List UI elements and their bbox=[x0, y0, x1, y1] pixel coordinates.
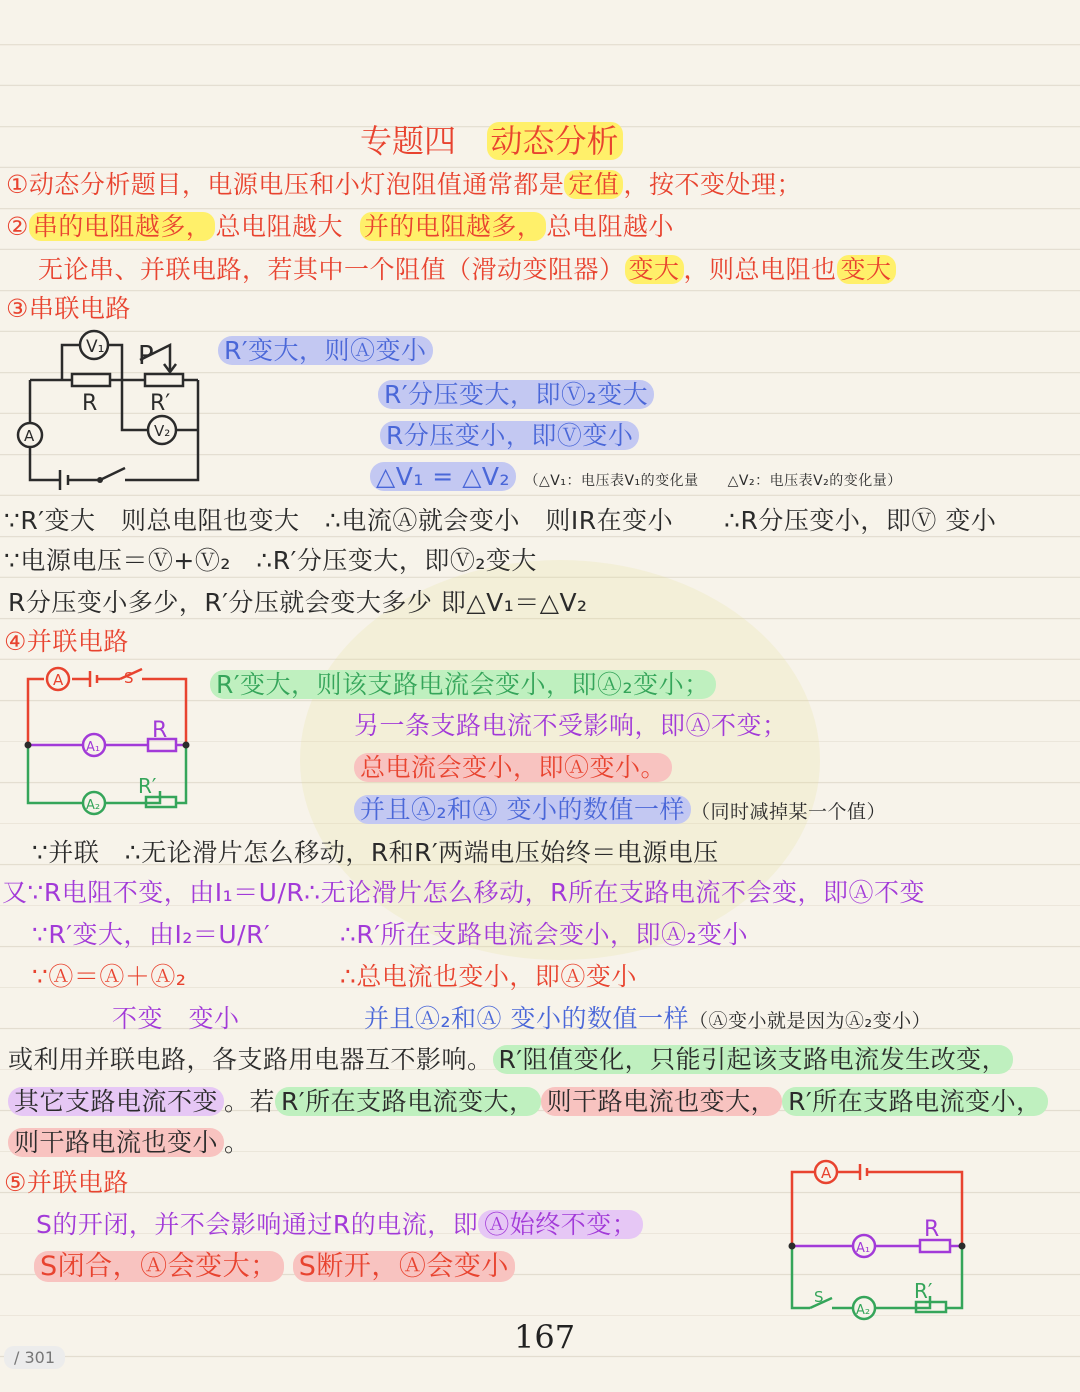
series-a2-text: R′分压变大，即Ⓥ₂变大 bbox=[378, 380, 654, 409]
parallel1-extra-3a: ∵Ⓐ＝Ⓐ＋Ⓐ₂ bbox=[32, 962, 187, 991]
parallel1-extra-2a: ∵R′变大，由I₂＝U/R′ bbox=[32, 920, 271, 949]
summary1-highlight: R′阻值变化，只能引起该支路电流发生改变， bbox=[493, 1045, 1014, 1074]
diagram2-label-rp: R′ bbox=[914, 1279, 933, 1303]
diagram1-label-r: R bbox=[152, 718, 168, 743]
summary2-highlight-2: R′所在支路电流变大， bbox=[275, 1087, 541, 1116]
rule2-mid: 总电阻越大 bbox=[215, 212, 343, 241]
parallel1-summary-3 bbox=[8, 1126, 250, 1160]
page-counter[interactable]: / 301 bbox=[4, 1346, 65, 1369]
parallel1-extra-4a: 不变 变小 bbox=[112, 1004, 240, 1033]
parallel-circuit-diagram-1 bbox=[0, 665, 200, 815]
parallel2-r1-text: S闭合，Ⓐ会变大； bbox=[34, 1251, 284, 1282]
title-main: 动态分析 bbox=[487, 122, 623, 160]
diagram1-label-s: S bbox=[124, 669, 134, 687]
parallel1-extra-2b: ∴R′所在支路电流会变小，即Ⓐ₂变小 bbox=[340, 920, 748, 949]
parallel2-r2-text: S断开，Ⓐ会变小 bbox=[293, 1251, 515, 1282]
diagram2-label-r: R bbox=[924, 1217, 940, 1242]
parallel1-x4-note: （Ⓐ变小就是因为Ⓐ₂变小） bbox=[688, 1010, 932, 1032]
series-analysis-3 bbox=[380, 419, 639, 453]
parallel1-b1-text: 并且Ⓐ₂和Ⓐ 变小的数值一样 bbox=[354, 795, 691, 824]
parallel1-summary-2 bbox=[8, 1085, 1048, 1119]
parallel1-purple-1 bbox=[354, 709, 788, 743]
parallel1-g1-text: R′变大，则该支路电流会变小，即Ⓐ₂变小； bbox=[210, 670, 716, 699]
rule3-highlight-2: 变大 bbox=[837, 255, 896, 284]
series-analysis-4 bbox=[370, 460, 902, 498]
section-heading-parallel-1: ④并联电路 bbox=[4, 627, 129, 656]
series-a4-note: （△V₁：电压表V₁的变化量 △V₂：电压表V₂的变化量） bbox=[524, 473, 902, 489]
rule3-highlight-1: 变大 bbox=[625, 255, 684, 284]
series-reason-3: R分压变小多少，R′分压就会变大多少 即△V₁＝△V₂ bbox=[8, 588, 588, 617]
series-reason-1: ∵R′变大 则总电阻也变大 ∴电流Ⓐ就会变小 则IR在变小 ∴R分压变小，即Ⓥ 变小 bbox=[4, 506, 997, 535]
diagram-label-r: R bbox=[82, 391, 98, 416]
series-reason-2: ∵电源电压＝Ⓥ+Ⓥ₂ ∴R′分压变大，即Ⓥ₂变大 bbox=[4, 546, 537, 575]
summary2-mid: 。若 bbox=[224, 1087, 276, 1116]
diagram1-label-a2: A₂ bbox=[86, 798, 101, 813]
parallel1-derive-1: ∵并联 ∴无论滑片怎么移动，R和R′两端电压始终＝电源电压 bbox=[32, 838, 719, 867]
page-title bbox=[360, 120, 623, 162]
parallel-circuit-diagram-2 bbox=[780, 1160, 980, 1320]
diagram2-label-a2: A₂ bbox=[856, 1303, 871, 1318]
diagram1-label-a: A bbox=[53, 671, 64, 689]
parallel1-x4b-text: 并且Ⓐ₂和Ⓐ 变小的数值一样 bbox=[364, 1004, 689, 1033]
series-analysis-1 bbox=[218, 334, 433, 368]
rule1-highlight: 定值 bbox=[564, 170, 623, 199]
diagram2-label-s: S bbox=[814, 1288, 824, 1306]
parallel2-p1-highlight: Ⓐ始终不变； bbox=[478, 1210, 643, 1239]
section-heading-series: ③串联电路 bbox=[6, 294, 131, 323]
summary2-highlight-4: R′所在支路电流变小， bbox=[782, 1087, 1048, 1116]
parallel1-extra-1: 又∵R电阻不变，由I₁＝U/R∴无论滑片怎么移动，R所在支路电流不会变，即Ⓐ不变 bbox=[2, 878, 926, 907]
summary2-highlight-3: 则干路电流也变大， bbox=[541, 1087, 783, 1116]
series-a4-text: △V₁ = △V₂ bbox=[370, 462, 516, 491]
page-number: 167 bbox=[514, 1318, 576, 1356]
diagram-label-v1: V₁ bbox=[86, 337, 105, 357]
parallel2-text-1 bbox=[36, 1208, 643, 1242]
rule3-text: 无论串、并联电路，若其中一个阻值（滑动变阻器） bbox=[38, 255, 625, 284]
summary2-highlight-1: 其它支路电流不变 bbox=[8, 1087, 224, 1116]
diagram2-label-a1: A₁ bbox=[856, 1241, 871, 1256]
parallel1-r1-text: 总电流会变小，即Ⓐ变小。 bbox=[354, 753, 672, 782]
parallel1-blue-1 bbox=[354, 793, 886, 829]
diagram-label-a: A bbox=[24, 427, 35, 445]
rule3-mid: ，则总电阻也 bbox=[683, 255, 837, 284]
parallel1-extra-3b: ∴总电流也变小，即Ⓐ变小 bbox=[340, 962, 637, 991]
rule2-highlight-2: 并的电阻越多， bbox=[360, 212, 547, 241]
diagram2-label-a: A bbox=[821, 1164, 832, 1182]
rule-line-2 bbox=[6, 210, 674, 244]
parallel1-summary-1 bbox=[8, 1043, 1013, 1077]
series-a3-text: R分压变小，即Ⓥ变小 bbox=[380, 421, 639, 450]
parallel2-p1-text: S的开闭，并不会影响通过R的电流，即 bbox=[36, 1210, 479, 1239]
summary3-highlight: 则干路电流也变小 bbox=[8, 1128, 224, 1157]
parallel1-red-1 bbox=[354, 751, 672, 785]
diagram1-label-a1: A₁ bbox=[86, 740, 101, 755]
parallel1-green-1 bbox=[210, 668, 716, 702]
rule1-end: ，按不变处理； bbox=[623, 170, 802, 199]
series-circuit-diagram bbox=[0, 330, 220, 500]
rule2-end: 总电阻越小 bbox=[546, 212, 674, 241]
rule-line-3 bbox=[38, 253, 896, 287]
rule-line-1 bbox=[6, 168, 802, 202]
parallel1-b1-note: （同时减掉某一个值） bbox=[690, 801, 886, 823]
rule2-highlight-1: 串的电阻越多， bbox=[29, 212, 216, 241]
series-a1-text: R′变大，则Ⓐ变小 bbox=[218, 336, 433, 365]
summary3-end: 。 bbox=[224, 1128, 250, 1157]
title-prefix: 专题四 bbox=[360, 122, 457, 160]
parallel2-text-2 bbox=[34, 1250, 515, 1284]
diagram-label-rp: R′ bbox=[150, 391, 171, 416]
summary1-text: 或利用并联电路，各支路用电器互不影响。 bbox=[8, 1045, 493, 1074]
parallel1-p1-text: 另一条支路电流不受影响，即Ⓐ不变； bbox=[354, 711, 788, 740]
section-heading-parallel-2: ⑤并联电路 bbox=[4, 1168, 129, 1197]
series-analysis-2 bbox=[378, 378, 654, 412]
rule1-text: ①动态分析题目，电源电压和小灯泡阻值通常都是 bbox=[6, 170, 565, 199]
rule2-num: ② bbox=[6, 212, 29, 241]
diagram-label-p: P bbox=[138, 341, 154, 371]
diagram1-label-rp: R′ bbox=[138, 774, 157, 798]
parallel1-extra-4b bbox=[364, 1002, 931, 1038]
diagram-label-v2: V₂ bbox=[154, 422, 171, 440]
